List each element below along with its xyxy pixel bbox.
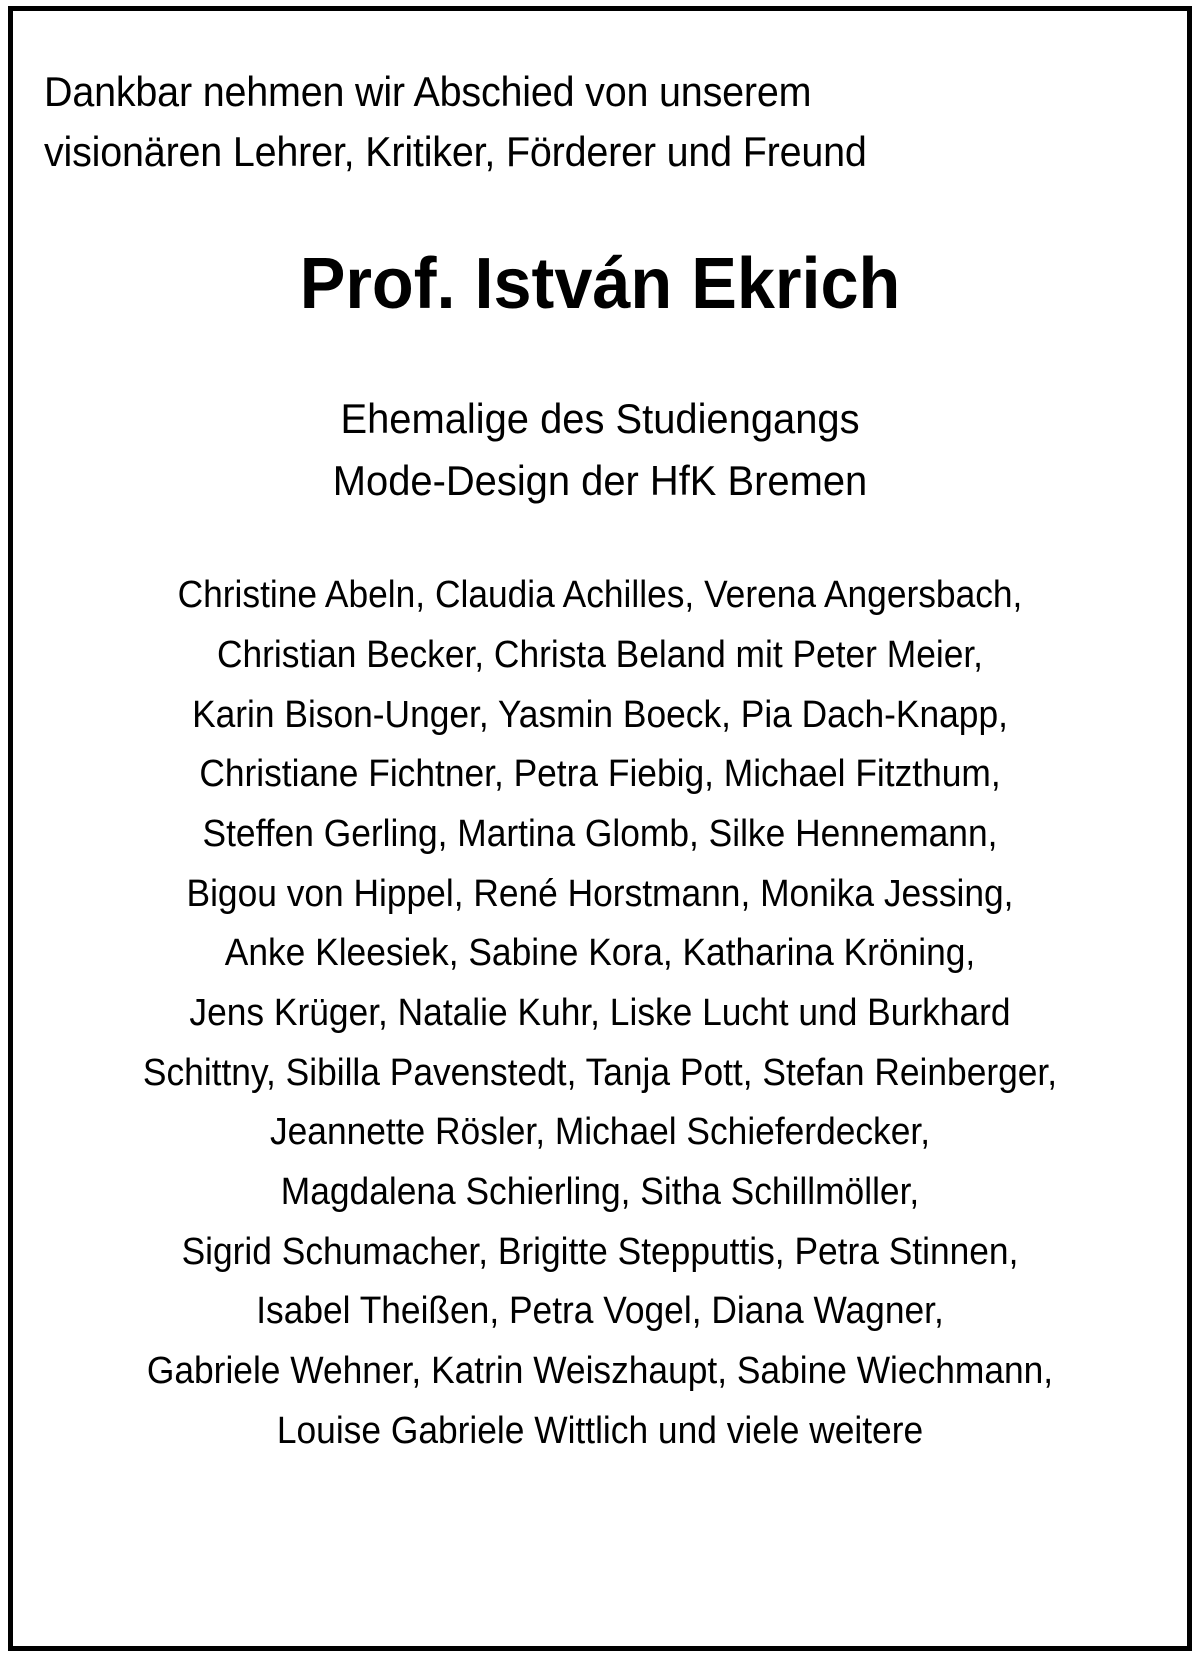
mourner-line: Christine Abeln, Claudia Achilles, Verena Angersbach, bbox=[177, 574, 1023, 617]
mourner-line: Christian Becker, Christa Beland mit Peter Meier, bbox=[216, 634, 984, 677]
mourner-line: Magdalena Schierling, Sitha Schillmöller, bbox=[280, 1171, 920, 1213]
mourner-line: Anke Kleesiek, Sabine Kora, Katharina Kröning, bbox=[224, 932, 976, 975]
mourner-line: Louise Gabriele Wittlich und viele weitere bbox=[276, 1409, 924, 1452]
deceased-name: Prof. István Ekrich bbox=[299, 243, 901, 324]
intro-line-2: visionären Lehrer, Kritiker, Förderer und Freund bbox=[44, 128, 867, 176]
mourner-line: Jeannette Rösler, Michael Schieferdecker, bbox=[269, 1111, 931, 1154]
deceased-name-block bbox=[44, 245, 1156, 324]
affiliation-text bbox=[44, 388, 1156, 512]
intro-line-1: Dankbar nehmen wir Abschied von unserem bbox=[44, 68, 812, 115]
mourner-line: Sigrid Schumacher, Brigitte Stepputtis, Petra Stinnen, bbox=[181, 1230, 1019, 1273]
affiliation-line-2: Mode-Design der HfK Bremen bbox=[332, 457, 868, 505]
mourner-line: Isabel Theißen, Petra Vogel, Diana Wagner, bbox=[256, 1290, 944, 1333]
mourner-line: Christiane Fichtner, Petra Fiebig, Michael Fitzthum, bbox=[199, 753, 1001, 796]
mourner-name-list bbox=[44, 566, 1156, 1461]
mourner-line: Schittny, Sibilla Pavenstedt, Tanja Pott, Stefan Reinberger, bbox=[142, 1051, 1058, 1094]
intro-text bbox=[44, 62, 1089, 183]
mourner-line: Steffen Gerling, Martina Glomb, Silke Hennemann, bbox=[202, 813, 998, 856]
affiliation-line-1: Ehemalige des Studiengangs bbox=[340, 395, 860, 443]
mourner-line: Bigou von Hippel, René Horstmann, Monika Jessing, bbox=[186, 872, 1014, 915]
mourner-line: Karin Bison-Unger, Yasmin Boeck, Pia Dach-Knapp, bbox=[192, 693, 1008, 736]
mourner-line: Gabriele Wehner, Katrin Weiszhaupt, Sabine Wiechmann, bbox=[146, 1349, 1054, 1392]
mourner-line: Jens Krüger, Natalie Kuhr, Liske Lucht und Burkhard bbox=[189, 992, 1011, 1035]
